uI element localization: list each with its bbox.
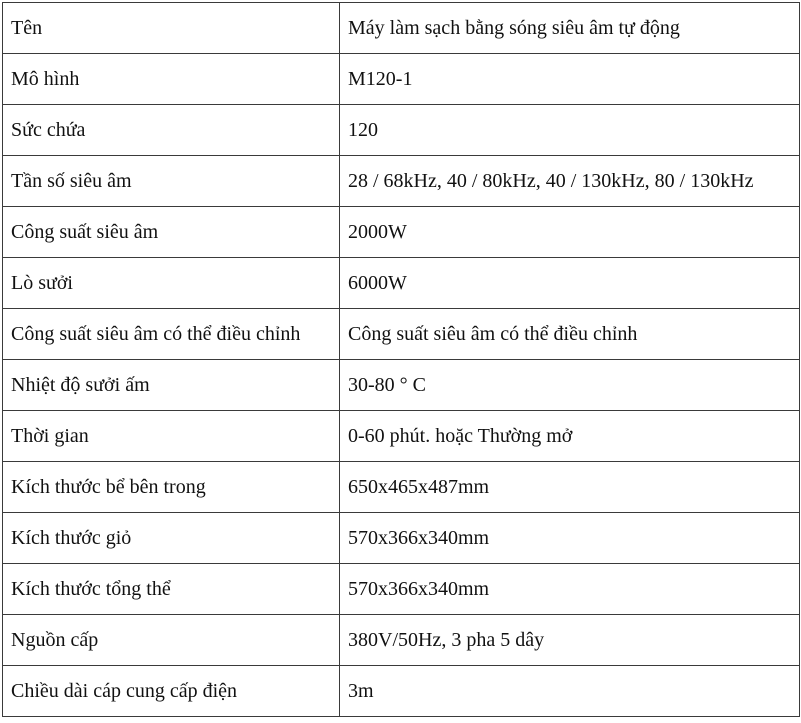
spec-value: 0-60 phút. hoặc Thường mở	[340, 411, 800, 462]
spec-value: 28 / 68kHz, 40 / 80kHz, 40 / 130kHz, 80 / 130kHz	[340, 156, 800, 207]
spec-value: 380V/50Hz, 3 pha 5 dây	[340, 615, 800, 666]
table-row	[3, 411, 800, 462]
table-row	[3, 156, 800, 207]
spec-label: Chiều dài cáp cung cấp điện	[3, 666, 340, 717]
table-row	[3, 309, 800, 360]
spec-value: M120-1	[340, 54, 800, 105]
spec-label: Kích thước bể bên trong	[3, 462, 340, 513]
spec-value: 650x465x487mm	[340, 462, 800, 513]
table-row	[3, 615, 800, 666]
spec-value: 570x366x340mm	[340, 564, 800, 615]
spec-label: Nguồn cấp	[3, 615, 340, 666]
table-row	[3, 462, 800, 513]
spec-value: 2000W	[340, 207, 800, 258]
spec-label: Lò sưởi	[3, 258, 340, 309]
spec-value: 570x366x340mm	[340, 513, 800, 564]
spec-value: Công suất siêu âm có thể điều chỉnh	[340, 309, 800, 360]
table-row	[3, 258, 800, 309]
spec-value: 6000W	[340, 258, 800, 309]
spec-label: Công suất siêu âm	[3, 207, 340, 258]
spec-table	[2, 2, 800, 717]
spec-label: Tần số siêu âm	[3, 156, 340, 207]
table-row	[3, 513, 800, 564]
table-row	[3, 207, 800, 258]
spec-value: Máy làm sạch bằng sóng siêu âm tự động	[340, 3, 800, 54]
table-row	[3, 54, 800, 105]
spec-label: Thời gian	[3, 411, 340, 462]
spec-label: Kích thước giỏ	[3, 513, 340, 564]
spec-label: Mô hình	[3, 54, 340, 105]
spec-value: 3m	[340, 666, 800, 717]
spec-label: Nhiệt độ sưởi ấm	[3, 360, 340, 411]
table-row	[3, 360, 800, 411]
table-row	[3, 3, 800, 54]
spec-label: Sức chứa	[3, 105, 340, 156]
spec-value: 120	[340, 105, 800, 156]
spec-label: Công suất siêu âm có thể điều chỉnh	[3, 309, 340, 360]
spec-value: 30-80 ° C	[340, 360, 800, 411]
spec-label: Tên	[3, 3, 340, 54]
spec-label: Kích thước tổng thể	[3, 564, 340, 615]
table-row	[3, 666, 800, 717]
table-row	[3, 105, 800, 156]
table-row	[3, 564, 800, 615]
